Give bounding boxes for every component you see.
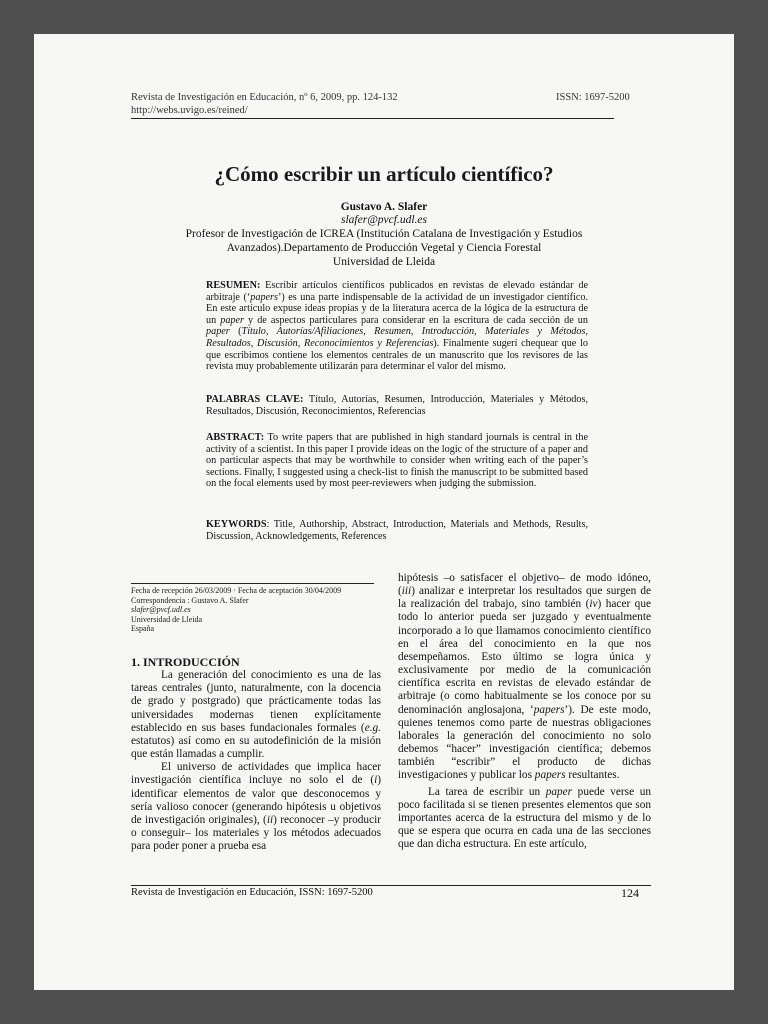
- footnote-dates: Fecha de recepción 26/03/2009 · Fecha de aceptación 30/04/2009: [131, 586, 342, 595]
- footnote-country: España: [131, 624, 155, 634]
- palabras-clave-label: PALABRAS CLAVE:: [206, 394, 304, 405]
- palabras-clave-block: PALABRAS CLAVE: Título, Autorías, Resumen, Introducción, Materiales y Métodos, Resultados, Discusión, Reconocimientos, Referencias: [206, 394, 589, 417]
- article-title: ¿Cómo escribir un artículo científico?: [214, 162, 554, 186]
- author-email[interactable]: slafer@pvcf.udl.es: [341, 214, 427, 226]
- header-rule: [131, 118, 614, 119]
- right-column: [398, 572, 651, 851]
- intro-paragraph-2: El universo de actividades que implica hacer investigación científica incluye no solo el de (i) identificar elementos de valor que desconocemos y sería valioso conocer (generando hipótesis u objetivos de investigación originales), (ii) reconocer –y producir o conseguir– los materiales y los métodos adecuados para poder poner a prueba esa: [131, 761, 381, 853]
- intro-paragraph-1: La generación del conocimiento es una de las tareas centrales (junto, naturalmente, con la docencia de grado y postgrado) que prácticamente todas las universidades modernas tienen explícitamente establecido en sus bases fundacionales formales (e.g. estatutos) así como en su autodefinición de la misión que están llamadas a cumplir.: [131, 669, 381, 761]
- right-paragraph-1: hipótesis –o satisfacer el objetivo– de modo idóneo, (iii) analizar e interpretar los resultados que surgen de la realización del trabajo, sino también (iv) hacer que todo lo anterior pueda ser juzgado y eventualmente incorporado a lo que llamamos conocimiento científico en el área del conocimiento en la que nos desempeñamos. Esto último se logra única y exclusivamente por medio de la comunicación científica escrita en revistas de elevado estándar de arbitraje (o como habitualmente se los conoce por su denominación anglosajona, ‘papers’). De este modo, quienes tenemos como parte de nuestras obligaciones laborales la generación del conocimiento no solo debemos “hacer” investigación científica; debemos también “escribir” el producto de dichas investigaciones y publicar los papers resultantes.: [398, 572, 651, 782]
- journal-url[interactable]: http://webs.uvigo.es/reined/: [131, 105, 248, 116]
- footnote-correspondence: Correspondencia : Gustavo A. Slafer: [131, 595, 249, 605]
- footnote-rule: [131, 583, 374, 584]
- footnote-block: [131, 586, 391, 634]
- resumen-label: RESUMEN:: [206, 280, 261, 291]
- abstract-label: ABSTRACT:: [206, 432, 265, 443]
- paper-page: [34, 34, 734, 990]
- author-name: Gustavo A. Slafer: [340, 201, 428, 213]
- keywords-block: KEYWORDS: Title, Authorship, Abstract, Introduction, Materials and Methods, Results, Discussion, Acknowledgements, References: [206, 519, 588, 542]
- footnote-university: Universidad de Lleida: [131, 614, 203, 624]
- right-paragraph-2: La tarea de escribir un paper puede verse un poco facilitada si se tienen presentes elementos que son importantes acerca de la estructura del mismo y de lo que se espera que ocurra en cada una de las secciones que dan dicha estructura. En este artículo,: [398, 785, 651, 851]
- affiliation-line-2: Avanzados).Departamento de Producción Vegetal y Ciencia Forestal: [226, 242, 542, 254]
- section-heading-introduccion: 1. INTRODUCCIÓN: [131, 655, 240, 669]
- abstract-block: ABSTRACT: To write papers that are published in high standard journals is central in the activity of a scientist. In this paper I provide ideas on the logic of the structure of a paper and on particular aspects that may be worthwhile to consider when writing each of the paper’s sections. Finally, I suggested using a check-list to finish the manuscript to be submitted based on the focal elements used by most peer-reviewers when judging the submission.: [206, 432, 588, 490]
- affiliation-line-1: Profesor de Investigación de ICREA (Institución Catalana de Investigación y Estudios: [185, 228, 583, 240]
- page-number: 124: [621, 886, 639, 900]
- footer-rule: [131, 885, 651, 886]
- left-column: [131, 656, 381, 853]
- keywords-label: KEYWORDS: [206, 519, 267, 530]
- resumen-block: RESUMEN: Escribir artículos científicos publicados en revistas de elevado estándar de arbitraje (‘papers’) es una parte indispensable de la actividad de un investigador científico. En este artículo expuse ideas propias y de la literatura acerca de la lógica de la estructura de un paper y de aspectos particulares para considerar en la escritura de cada sección de un paper (Título, Autorías/Afiliaciones, Resumen, Introducción, Materiales y Métodos, Resultados, Discusión, Reconocimientos y Referencias). Finalmente sugerí chequear que lo que escribimos contiene los elementos centrales de un manuscrito que los revisores de las revista muy probablemente utilizarán para determinar el valor del mismo.: [206, 280, 588, 373]
- journal-citation: Revista de Investigación en Educación, nº 6, 2009, pp. 124-132: [131, 92, 398, 103]
- affiliation-line-3: Universidad de Lleida: [332, 256, 436, 268]
- footer-journal: Revista de Investigación en Educación, ISSN: 1697-5200: [131, 887, 373, 898]
- footnote-email[interactable]: slafer@pvcf.udl.es: [131, 605, 191, 615]
- header-issn: ISSN: 1697-5200: [556, 92, 630, 103]
